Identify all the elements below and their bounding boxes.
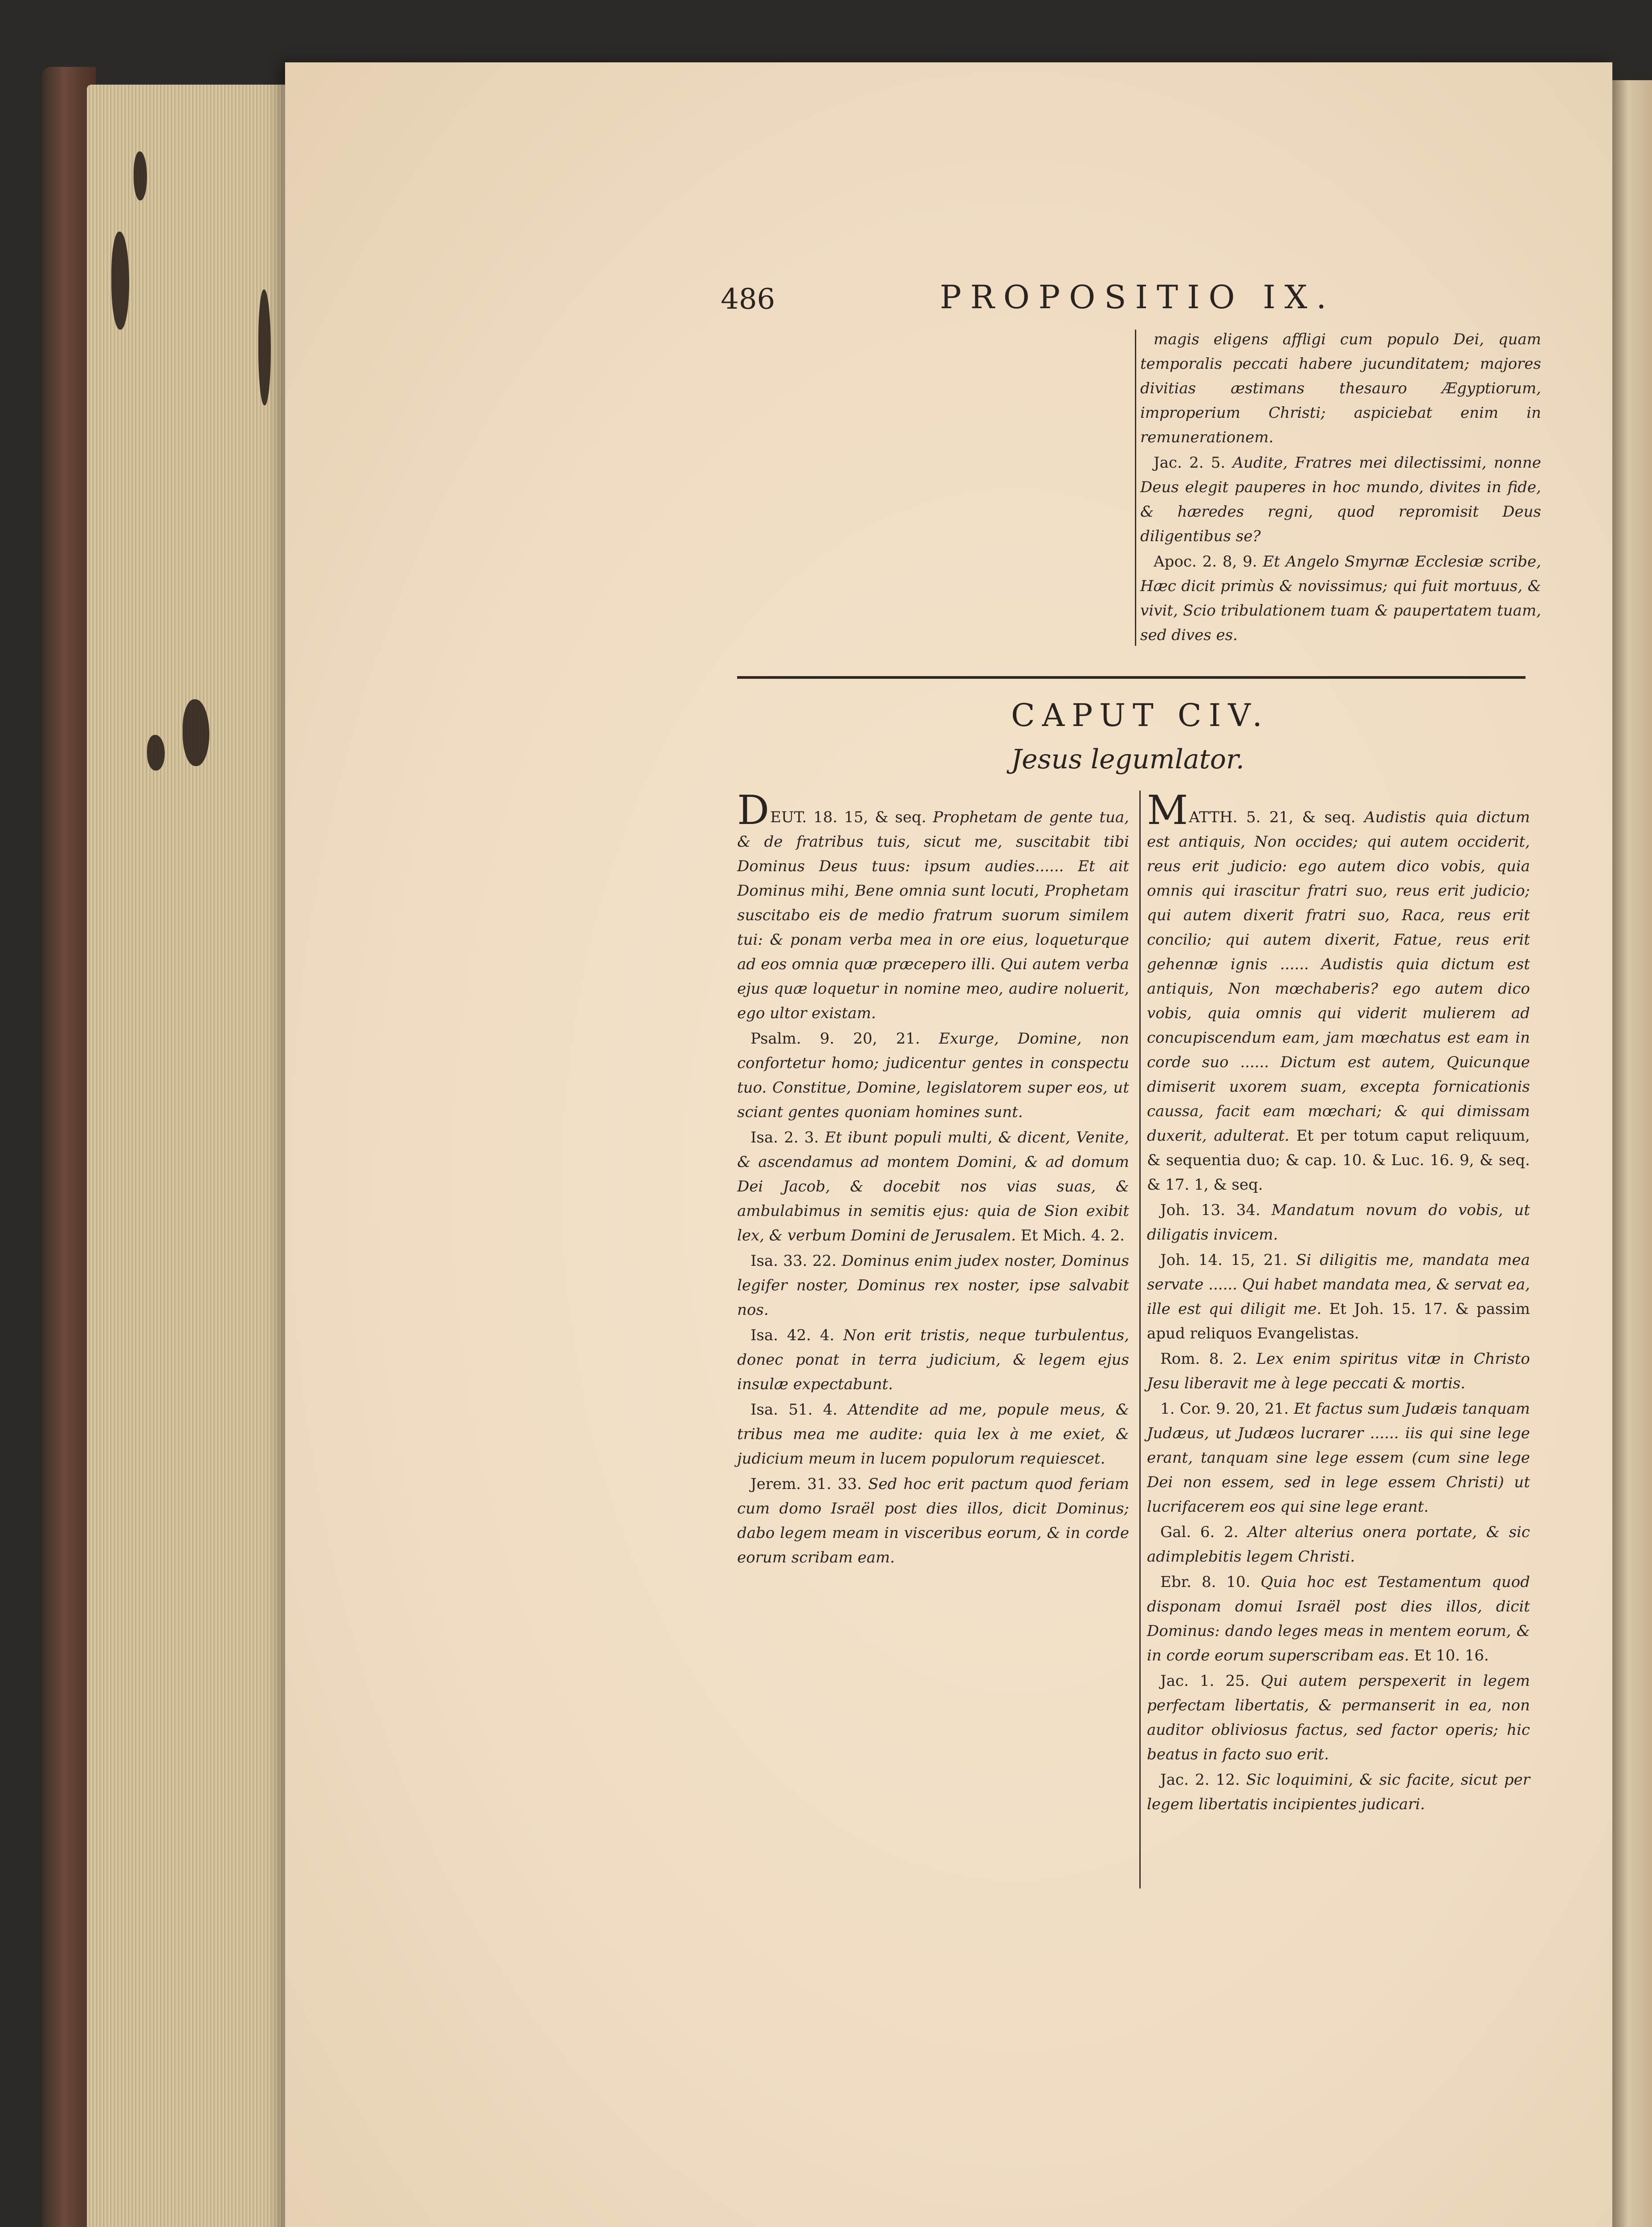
- drop-capital: D: [737, 787, 770, 834]
- quotation-text: Non erit tristis, neque turbulentus, donec ponat in terra judicium, & legem ejus insulæ expectabunt.: [737, 1326, 1129, 1393]
- quotation-text: Si diligitis me, mandata mea servate ...... Qui habet mandata mea, & servat ea, ille est qui diligit me.: [1147, 1251, 1530, 1318]
- ink-stain: [134, 151, 147, 200]
- quotation-text: Mandatum novum do vobis, ut diligatis invicem.: [1147, 1201, 1530, 1244]
- top-column: [1140, 327, 1541, 649]
- scripture-reference: EUT. 18. 15, & seq.: [770, 808, 933, 826]
- cross-reference: Et Joh. 15. 17. & passim apud reliquos Evangelistas.: [1147, 1300, 1530, 1342]
- section-divider: [737, 676, 1526, 679]
- right-column: [1147, 787, 1530, 1818]
- citation-paragraph: [1140, 451, 1541, 549]
- citation-paragraph: [1140, 550, 1541, 648]
- quotation-text: Quia hoc est Testamentum quod disponam domui Israël post dies illos, dicit Dominus: dando leges meas in mentem eorum, & in corde eorum superscribam eas.: [1147, 1573, 1530, 1664]
- citation-paragraph: [737, 1472, 1129, 1570]
- scripture-reference: Joh. 14. 15, 21.: [1160, 1251, 1296, 1269]
- column-rule: [1135, 330, 1136, 646]
- scripture-reference: Isa. 33. 22.: [751, 1252, 842, 1270]
- citation-paragraph: [1147, 1520, 1530, 1569]
- quotation-text: Audistis quia dictum est antiquis, Non occides; qui autem occiderit, reus erit judicio: ego autem dico vobis, quia omnis qui irascitur fratri suo, reus erit judicio; qui autem dixerit fratri suo, Raca, reus erit concilio; qui autem dixerit, Fatue, reus erit gehennæ ignis ...... Audistis quia dictum est antiquis, Non mœchaberis? ego autem dico vobis, quia omnis qui viderit mulierem ad concupiscendum eam, jam mœchatus est eam in corde suo ...... Dictum est autem, Quicunque dimiserit uxorem suam, excepta fornicationis caussa, facit eam mœchari; & qui dimissam duxerit, adulterat.: [1147, 808, 1530, 1145]
- chapter-title: CAPUT CIV.: [1011, 697, 1269, 734]
- quotation-text: Audite, Fratres mei dilectissimi, nonne Deus elegit pauperes in hoc mundo, divites in fide, & hæredes regni, quod repromisit Deus diligentibus se?: [1140, 454, 1541, 545]
- ink-stain: [147, 735, 165, 771]
- citation-paragraph: [1147, 1248, 1530, 1346]
- quotation-text: Sed hoc erit pactum quod feriam cum domo Israël post dies illos, dicit Dominus; dabo legem meam in visceribus eorum, & in corde eorum scribam eam.: [737, 1475, 1129, 1566]
- cross-reference: Et 10. 16.: [1409, 1647, 1489, 1664]
- scripture-reference: Joh. 13. 34.: [1160, 1201, 1272, 1219]
- quotation-text: Lex enim spiritus vitæ in Christo Jesu liberavit me à lege peccati & mortis.: [1147, 1350, 1530, 1392]
- scripture-reference: Isa. 51. 4.: [751, 1401, 848, 1419]
- quotation-text: Attendite ad me, popule meus, & tribus mea me audite: quia lex à me exiet, & judicium meum in lucem populorum requiescet.: [737, 1401, 1130, 1468]
- chapter-subtitle: Jesus legumlator.: [1011, 744, 1244, 775]
- quotation-text: Prophetam de gente tua, & de fratribus tuis, sicut me, suscitabit tibi Dominus Deus tuus: ipsum audies...... Et ait Dominus mihi, Bene omnia sunt locuti, Prophetam suscitabo eis de medio fratrum suorum similem tui: & ponam verba mea in ore eius, loqueturque ad eos omnia quæ præcepero illi. Qui autem verba ejus quæ loquetur in nomine meo, audire noluerit, ego ultor existam.: [737, 808, 1129, 1022]
- citation-paragraph: [1147, 1669, 1530, 1767]
- citation-paragraph: [1147, 787, 1530, 1197]
- scripture-reference: Gal. 6. 2.: [1160, 1523, 1248, 1541]
- scripture-reference: Jac. 2. 5.: [1154, 454, 1233, 472]
- citation-paragraph: [1147, 1768, 1530, 1817]
- quotation-text: Dominus enim judex noster, Dominus legifer noster, Dominus rex noster, ipse salvabit nos.: [737, 1252, 1129, 1319]
- scripture-reference: Apoc. 2. 8, 9.: [1154, 553, 1263, 571]
- quotation-text: Et ibunt populi multi, & dicent, Venite, & ascendamus ad montem Domini, & ad domum Dei Jacob, & docebit nos vias suas, & ambulabimus in semitis ejus: quia de Sion exibit lex, & verbum Domini de Jerusalem.: [737, 1129, 1129, 1244]
- scripture-reference: Jac. 1. 25.: [1160, 1672, 1261, 1690]
- citation-paragraph: [737, 1398, 1129, 1471]
- citation-paragraph: [737, 1027, 1129, 1125]
- next-page-edge: [1612, 80, 1652, 2227]
- citation-paragraph: [1147, 1397, 1530, 1519]
- scripture-reference: Jac. 2. 12.: [1160, 1771, 1246, 1789]
- quotation-text: magis eligens affligi cum populo Dei, quam temporalis peccati habere jucunditatem; majores divitias æstimans thesauro Ægyptiorum, improperium Christi; aspiciebat enim in remunerationem.: [1140, 330, 1541, 446]
- quotation-text: Alter alterius onera portate, & sic adimplebitis legem Christi.: [1147, 1523, 1530, 1566]
- citation-paragraph: [737, 787, 1129, 1026]
- citation-paragraph: [1147, 1198, 1530, 1247]
- scripture-reference: 1. Cor. 9. 20, 21.: [1160, 1400, 1294, 1418]
- left-column: [737, 787, 1130, 1571]
- cross-reference: Et per totum caput reliquum, & sequentia duo; & cap. 10. & Luc. 16. 9, & seq. & 17. 1, & seq.: [1147, 1127, 1530, 1194]
- scripture-reference: Isa. 42. 4.: [751, 1326, 844, 1344]
- citation-paragraph: [737, 1249, 1129, 1322]
- cross-reference: Et Mich. 4. 2.: [1016, 1227, 1125, 1244]
- scripture-reference: Jerem. 31. 33.: [751, 1475, 869, 1493]
- scripture-reference: ATTH. 5. 21, & seq.: [1189, 808, 1365, 826]
- page-number: 486: [721, 283, 775, 316]
- running-head: PROPOSITIO IX.: [940, 278, 1335, 316]
- column-rule: [1139, 791, 1141, 1888]
- quotation-text: Et factus sum Judæis tanquam Judæus, ut Judæos lucrarer ...... iis qui sine lege erant, tanquam sine lege essem (cum sine lege Dei non essem, sed in lege essem Christi) ut lucrifacerem eos qui sine lege erant.: [1147, 1400, 1530, 1516]
- citation-paragraph: [1147, 1570, 1530, 1668]
- quotation-text: Sic loquimini, & sic facite, sicut per legem libertatis incipientes judicari.: [1147, 1771, 1530, 1813]
- citation-paragraph: [737, 1323, 1129, 1397]
- quotation-text: Exurge, Domine, non confortetur homo; judicentur gentes in conspectu tuo. Constitue, Domine, legislatorem super eos, ut sciant gentes quoniam homines sunt.: [737, 1030, 1130, 1121]
- scripture-reference: Rom. 8. 2.: [1160, 1350, 1256, 1368]
- quotation-text: Et Angelo Smyrnæ Ecclesiæ scribe, Hæc dicit primùs & novissimus; qui fuit mortuus, & vivit, Scio tribulationem tuam & paupertatem tuam, sed dives es.: [1140, 553, 1542, 644]
- scripture-reference: Ebr. 8. 10.: [1160, 1573, 1261, 1591]
- citation-paragraph: [1147, 1347, 1530, 1396]
- scripture-reference: Isa. 2. 3.: [751, 1129, 825, 1146]
- scripture-reference: Psalm. 9. 20, 21.: [751, 1030, 939, 1048]
- citation-paragraph: [737, 1126, 1129, 1248]
- quotation-text: Qui autem perspexerit in legem perfectam libertatis, & permanserit in ea, non auditor obliviosus factus, sed factor operis; hic beatus in facto suo erit.: [1147, 1672, 1530, 1763]
- page-edges: [87, 85, 296, 2227]
- citation-paragraph: [1140, 327, 1541, 450]
- drop-capital: M: [1147, 787, 1188, 834]
